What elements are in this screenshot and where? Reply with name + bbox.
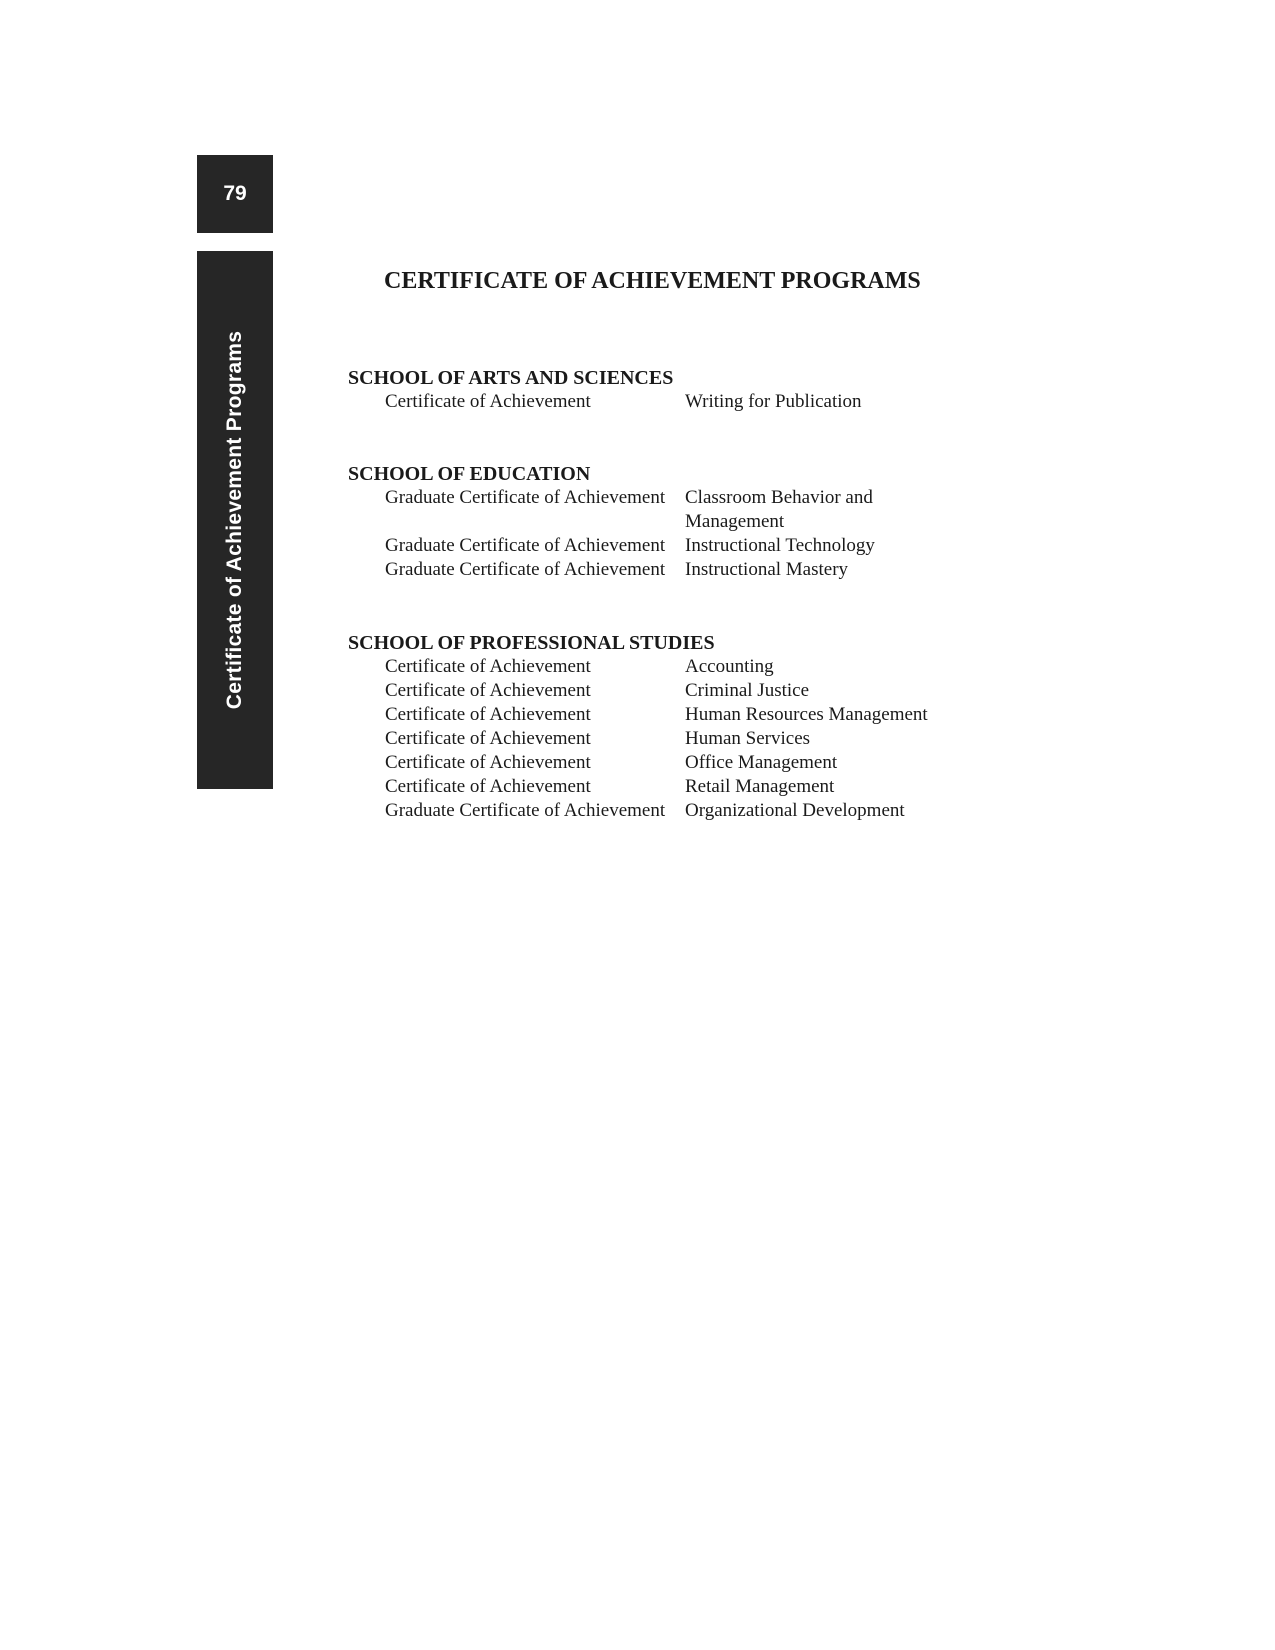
certificate-type: Graduate Certificate of Achievement — [385, 535, 666, 556]
page-number: 79 — [197, 155, 273, 233]
program-row — [348, 486, 1048, 534]
section-heading: SCHOOL OF EDUCATION — [348, 463, 591, 485]
certificate-type: Certificate of Achievement — [385, 704, 591, 725]
program-row — [348, 727, 1048, 751]
section-arts-and-sciences — [348, 366, 1048, 414]
program-row — [348, 751, 1048, 775]
program-name: Criminal Justice — [685, 680, 810, 701]
program-name: Retail Management — [685, 776, 835, 797]
program-name: Organizational Development — [685, 800, 905, 821]
program-row — [348, 558, 1048, 582]
section-education — [348, 462, 1048, 582]
program-name: Instructional Technology — [685, 535, 875, 556]
certificate-type: Certificate of Achievement — [385, 391, 591, 412]
certificate-type: Graduate Certificate of Achievement — [385, 559, 666, 580]
program-name: Classroom Behavior and Management — [685, 487, 873, 532]
certificate-type: Certificate of Achievement — [385, 776, 591, 797]
program-row — [348, 799, 1048, 823]
page-title: CERTIFICATE OF ACHIEVEMENT PROGRAMS — [384, 268, 921, 294]
program-name: Writing for Publication — [685, 391, 862, 412]
program-name: Instructional Mastery — [685, 559, 849, 580]
program-name: Accounting — [685, 656, 774, 677]
program-row — [348, 655, 1048, 679]
certificate-type: Certificate of Achievement — [385, 656, 591, 677]
section-heading: SCHOOL OF ARTS AND SCIENCES — [348, 367, 674, 389]
program-name: Human Services — [685, 728, 811, 749]
program-name: Office Management — [685, 752, 838, 773]
program-row — [348, 390, 1048, 414]
program-row — [348, 775, 1048, 799]
certificate-type: Certificate of Achievement — [385, 680, 591, 701]
program-name: Human Resources Management — [685, 704, 928, 725]
certificate-type: Certificate of Achievement — [385, 752, 591, 773]
certificate-type: Graduate Certificate of Achievement — [385, 800, 666, 821]
certificate-type: Certificate of Achievement — [385, 728, 591, 749]
program-row — [348, 703, 1048, 727]
program-row — [348, 534, 1048, 558]
section-professional-studies — [348, 631, 1048, 823]
certificate-type: Graduate Certificate of Achievement — [385, 487, 666, 508]
side-tab-label: Certificate of Achievement Programs — [223, 330, 246, 710]
section-side-tab — [197, 251, 273, 789]
program-row — [348, 679, 1048, 703]
section-heading: SCHOOL OF PROFESSIONAL STUDIES — [348, 632, 715, 654]
